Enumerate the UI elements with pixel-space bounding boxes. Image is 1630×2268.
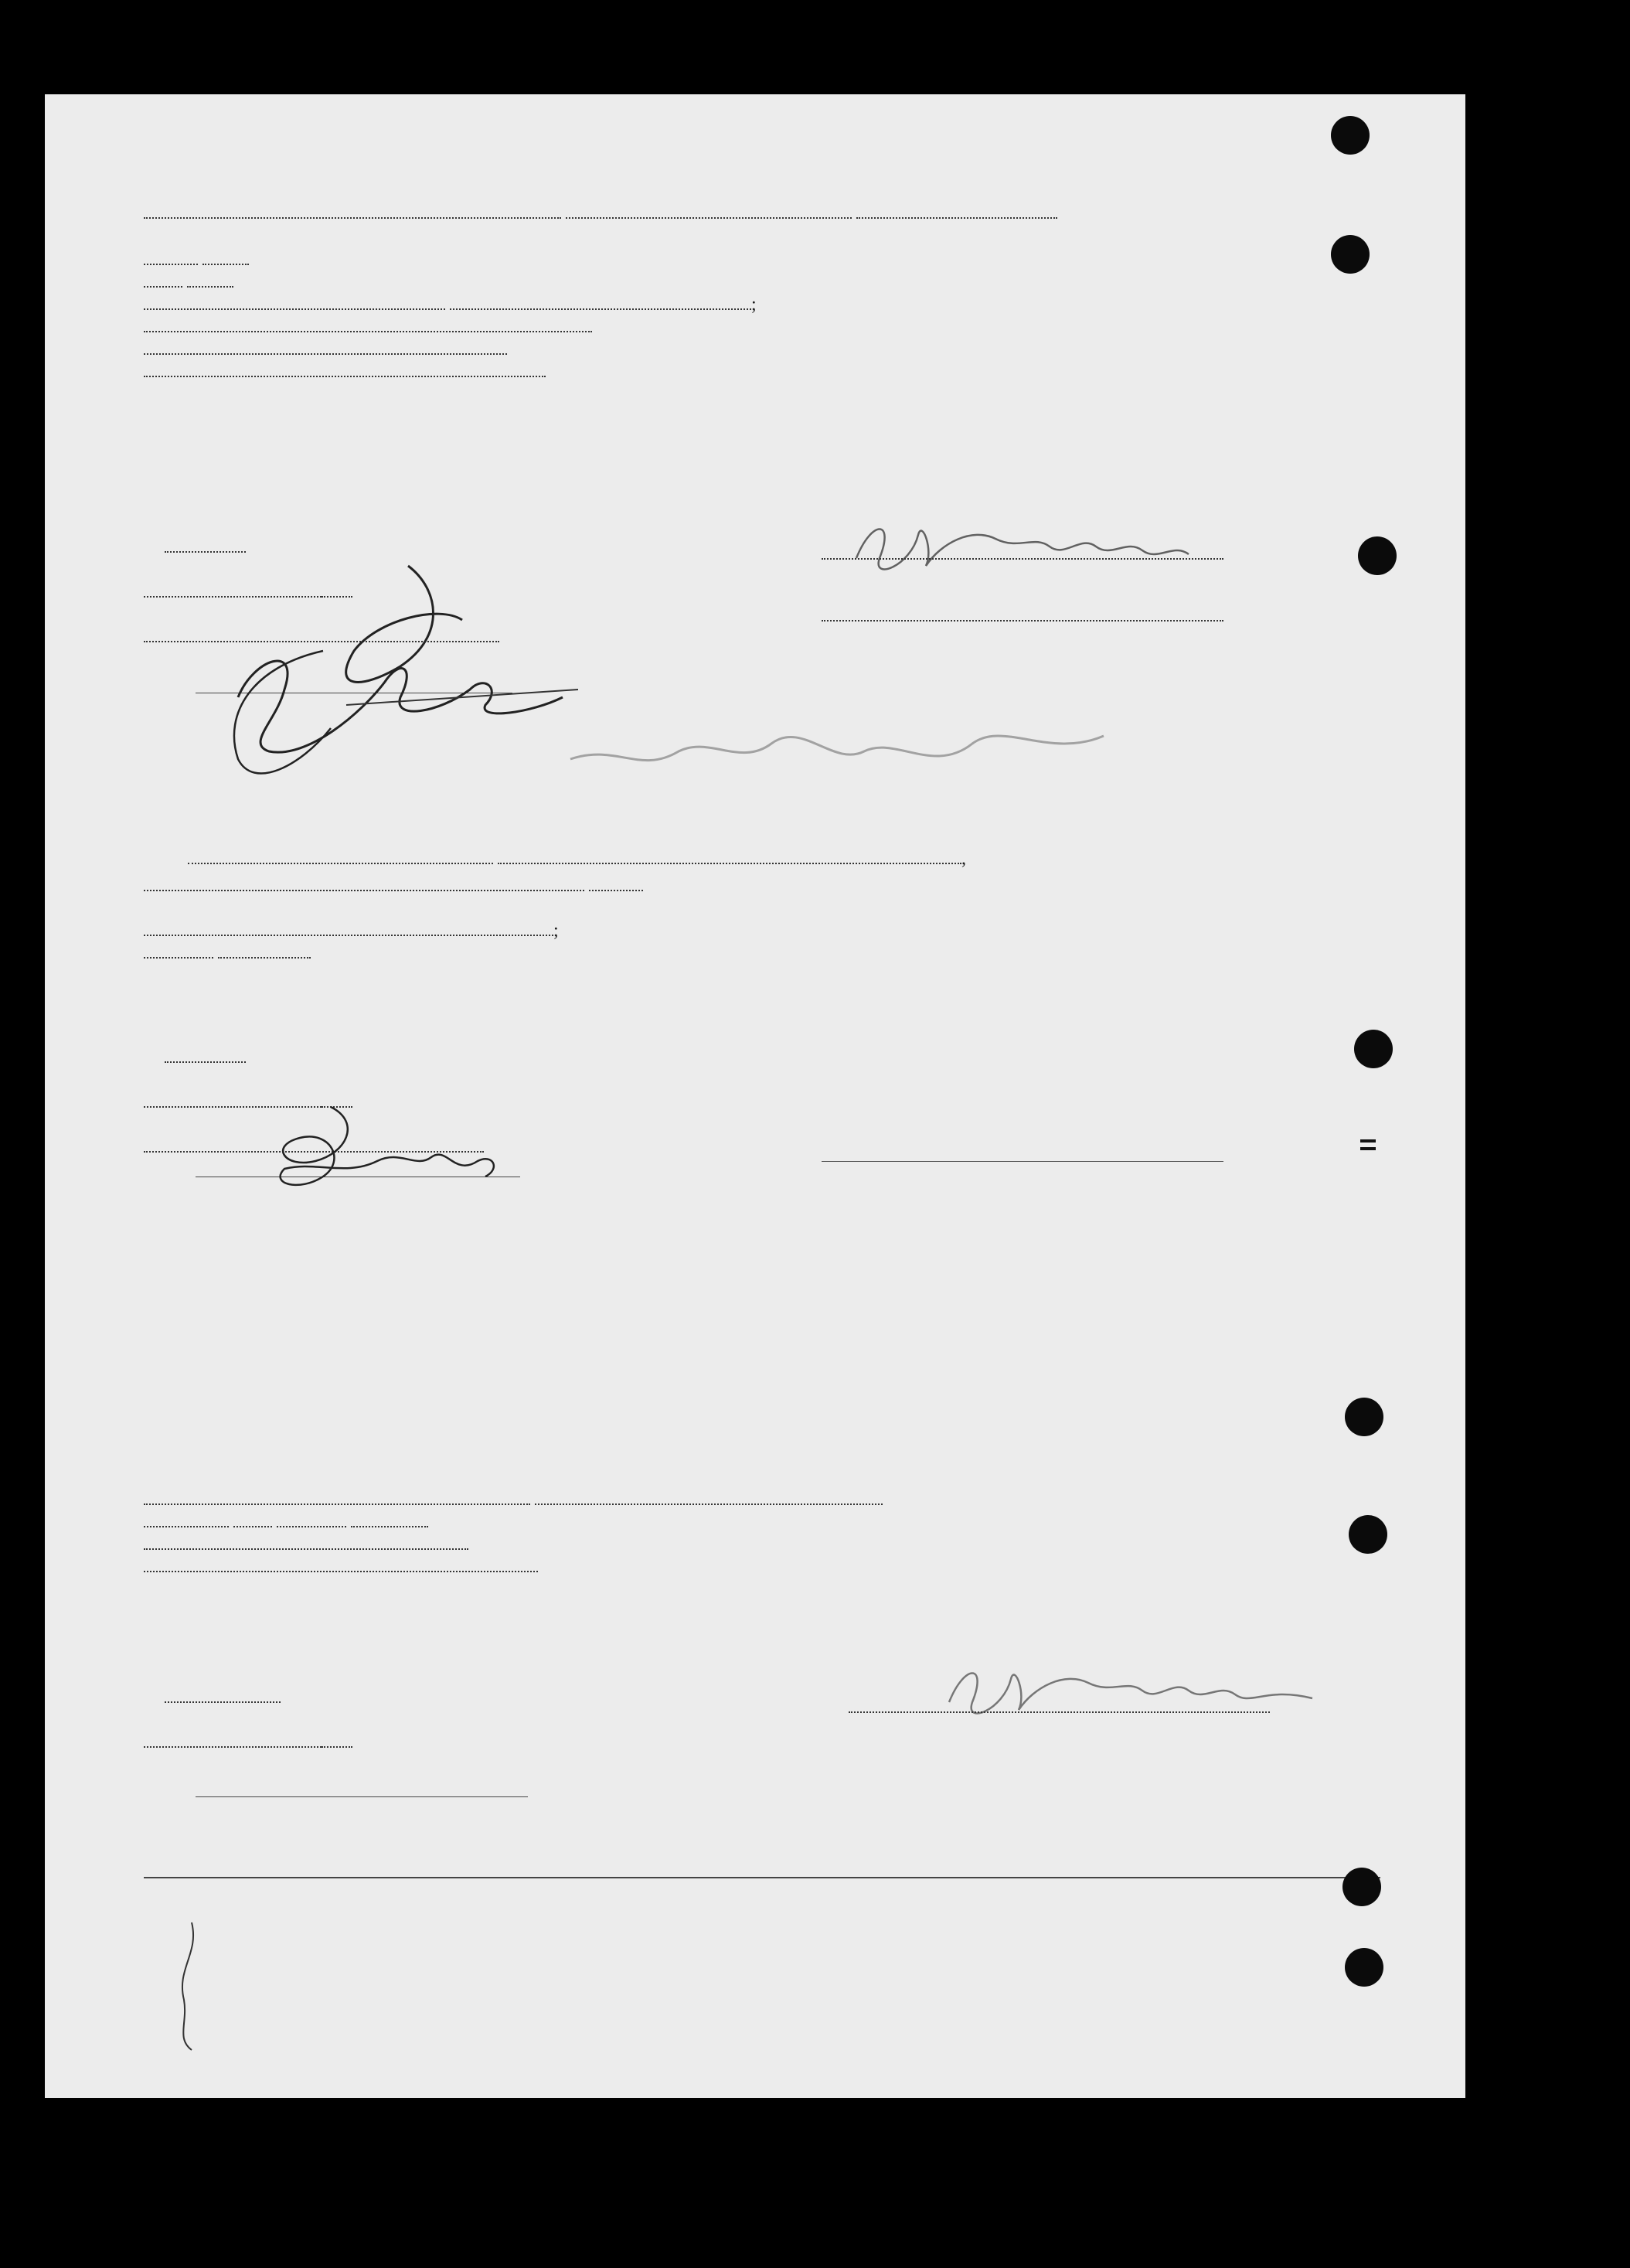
section-3-sworn xyxy=(165,1687,281,1709)
signer-line-1 xyxy=(822,558,1223,560)
binder-hole xyxy=(1345,1398,1383,1436)
deputy-collector-line xyxy=(196,1796,528,1797)
surgeon-signature-line xyxy=(822,1161,1223,1162)
inspector-signature-1 xyxy=(207,558,609,794)
section-3-day-of xyxy=(144,1732,352,1754)
binder-hole xyxy=(1331,116,1370,155)
officer-line xyxy=(822,620,1223,621)
bleed-through-signature xyxy=(570,697,1111,809)
margin-tick xyxy=(1360,1147,1376,1150)
footer-rule xyxy=(144,1877,1380,1878)
inspector-signature-2 xyxy=(223,1091,547,1211)
section-3-signer-line xyxy=(849,1711,1270,1713)
binder-hole xyxy=(1354,1030,1393,1068)
section-1-paragraph: ; xyxy=(144,249,1458,406)
margin-pen-mark xyxy=(168,1922,215,2058)
section-3-line-1 xyxy=(144,1489,883,1512)
binder-hole xyxy=(1358,536,1397,575)
section-3-paragraph xyxy=(144,1511,1373,1578)
section-1-line-1 xyxy=(144,203,1057,226)
binder-hole xyxy=(1349,1515,1387,1554)
binder-hole xyxy=(1345,1948,1383,1987)
section-2-paragraph: ; xyxy=(144,920,1373,965)
section-2-line-2 xyxy=(144,875,643,897)
master-signature-3 xyxy=(941,1648,1328,1737)
document-page xyxy=(45,94,1465,2098)
binder-hole xyxy=(1331,235,1370,274)
binder-hole xyxy=(1342,1868,1381,1906)
section-2-sworn xyxy=(165,1047,246,1069)
margin-tick xyxy=(1360,1139,1376,1143)
section-2-line-1: , xyxy=(188,848,966,871)
master-signature-1 xyxy=(849,504,1204,601)
section-1-sworn xyxy=(165,536,246,559)
printing-office-line xyxy=(546,1835,563,1843)
